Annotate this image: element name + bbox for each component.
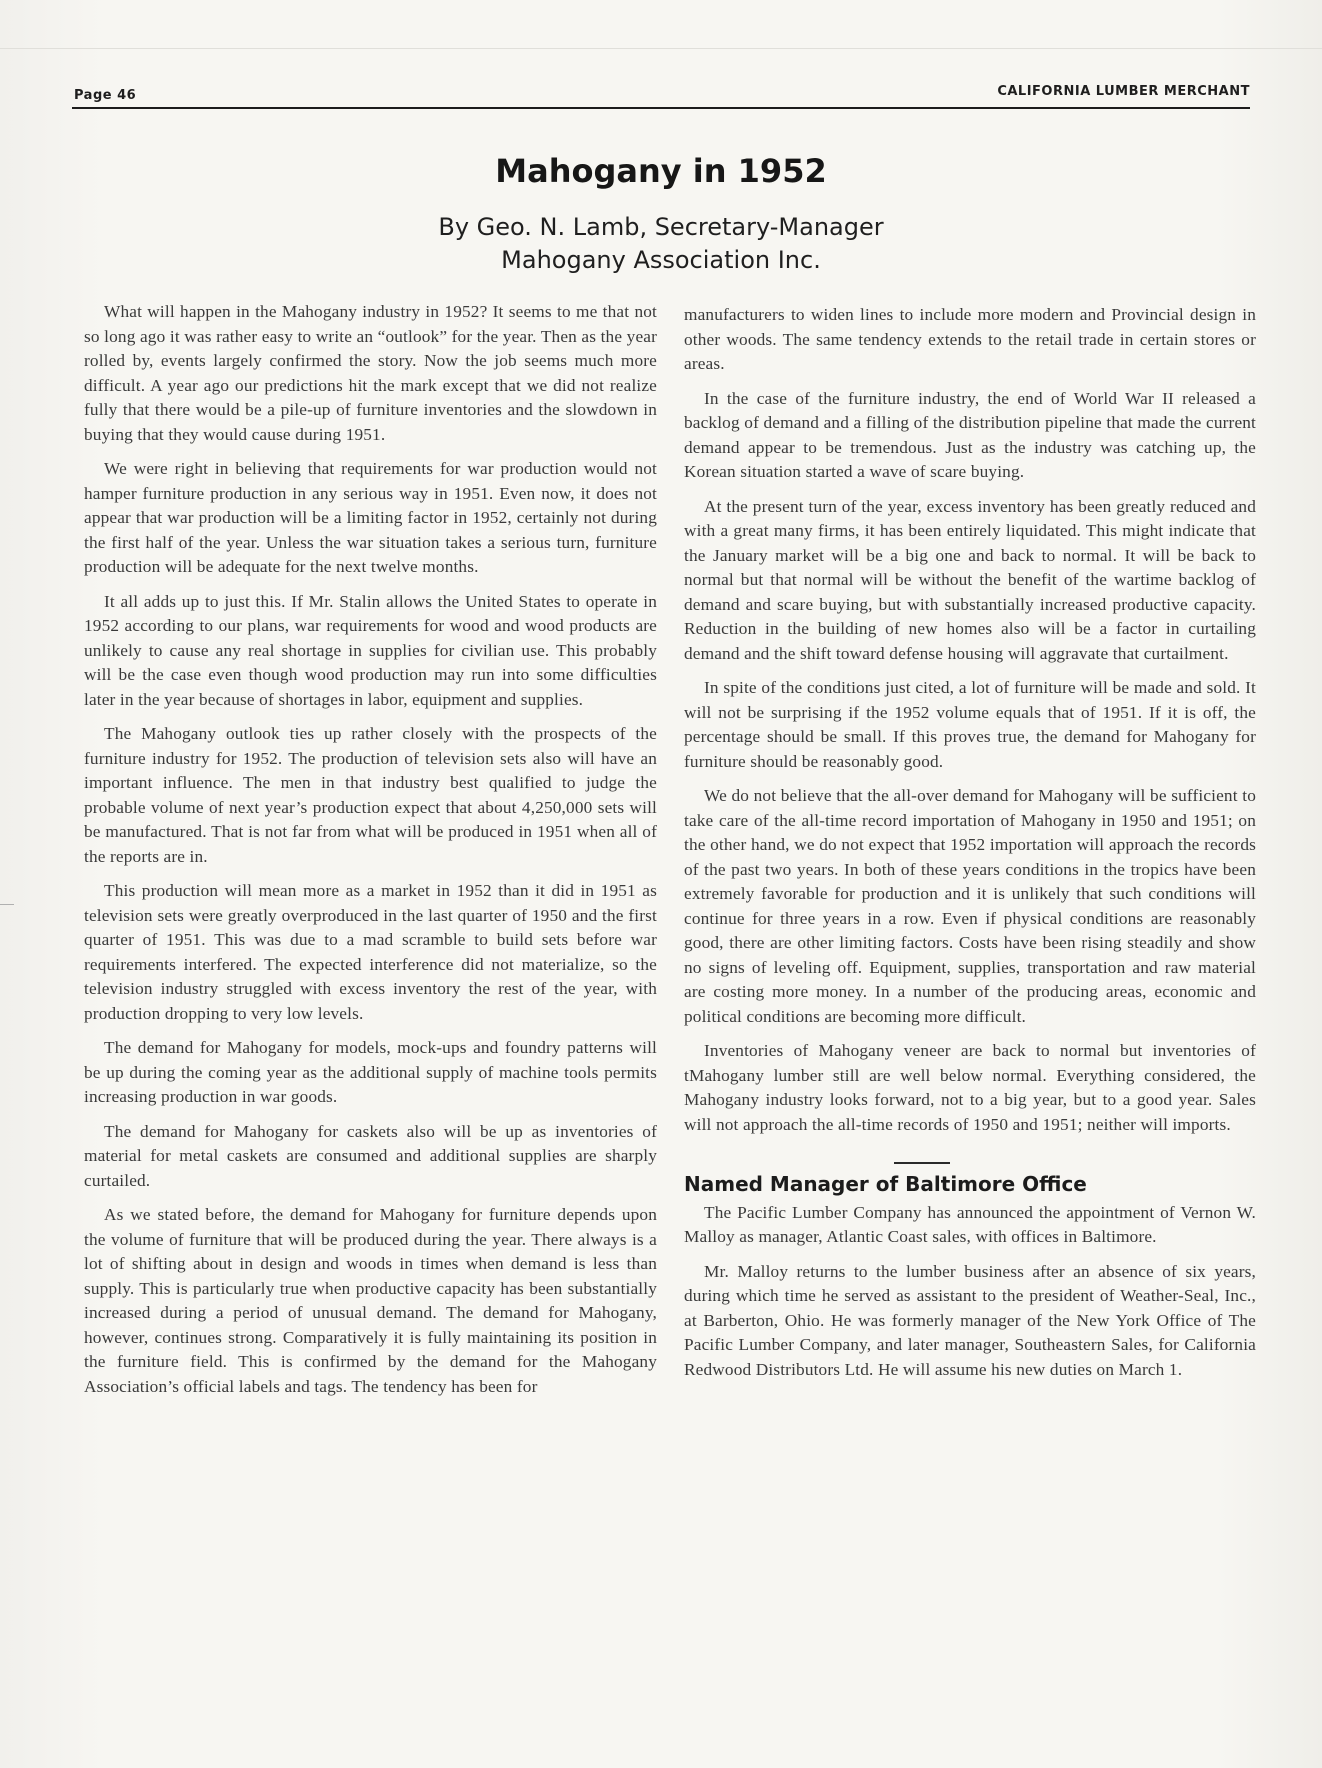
article-paragraph: At the present turn of the year, excess inventory has been greatly reduced and with a great many firms, it has been entirely liquidated. This might indicate that the January market will be a big one and back to normal. It will be back to normal but that normal will be without the benefit of the wartime backlog of demand and scare buying, but with substantially increased productive capacity. Reduction in the building of new homes also will be a factor in curtailing demand and the shift toward defense housing will aggravate that curtailment. xyxy=(684,496,1256,663)
article-paragraph: We were right in believing that requirements for war production would not hamper furniture production in any serious way in 1951. Even now, it does not appear that war production will be a limiting factor in 1952, certainly not during the first half of the year. Unless the war situation takes a serious turn, furniture production will be adequate for the next twelve months. xyxy=(84,459,657,576)
left-column xyxy=(84,300,657,1409)
right-column xyxy=(684,303,1256,1392)
page-number: Page 46 xyxy=(74,88,137,103)
article-paragraph: What will happen in the Mahogany industry in 1952? It seems to me that not so long ago it was rather easy to write an “outlook” for the year. Then as the year rolled by, events largely confirmed the story. Now the job seems much more difficult. A year ago our predictions hit the mark except that we did not realize fully that there would be a pile-up of furniture inventories and the slowdown in buying that they would cause during 1951. xyxy=(84,302,657,444)
article-paragraph: It all adds up to just this. If Mr. Stalin allows the United States to operate in 1952 according to our plans, war requirements for wood and wood products are unlikely to cause any real shortage in supplies for civilian use. This probably will be the case even though wood production may run into some difficulties later in the year because of shortages in labor, equipment and supplies. xyxy=(84,591,657,709)
scan-edge-line xyxy=(0,48,1322,49)
news-paragraph: The Pacific Lumber Company has announced the appointment of Vernon W. Malloy as manager, Atlantic Coast sales, with offices in Baltimore. xyxy=(684,1202,1256,1246)
article-paragraph: In spite of the conditions just cited, a lot of furniture will be made and sold. It will not be surprising if the 1952 volume equals that of 1951. If it is off, the percentage should be small. If this proves true, the demand for Mahogany for furniture should be reasonably good. xyxy=(684,678,1256,771)
article-paragraph: This production will mean more as a market in 1952 than it did in 1951 as television sets were greatly overproduced in the last quarter of 1950 and the first quarter of 1951. This was due to a mad scramble to build sets before war requirements interfered. The expected interference did not materialize, so the television industry struggled with excess inventory the rest of the year, with production dropping to very low levels. xyxy=(84,881,657,1023)
article-paragraph: As we stated before, the demand for Mahogany for furniture depends upon the volume of furniture that will be produced during the year. There always is a lot of shifting about in design and woods in times when demand is less than supply. This is particularly true when productive capacity has been substantially increased during a period of unusual demand. The demand for Mahogany, however, continues strong. Comparatively it is fully maintaining its position in the furniture field. This is confirmed by the demand for the Mahogany Association’s official labels and tags. The tendency has been for xyxy=(84,1205,657,1396)
article-paragraph: manufacturers to widen lines to include more modern and Provincial design in other woods. The same tendency extends to the retail trade in certain stores or areas. xyxy=(684,305,1256,373)
news-heading: Named Manager of Baltimore Office xyxy=(684,1172,1087,1196)
section-divider xyxy=(894,1162,950,1164)
byline-organization: Mahogany Association Inc. xyxy=(501,246,821,274)
margin-mark xyxy=(0,904,14,905)
article-byline xyxy=(0,211,1322,277)
news-paragraph: Mr. Malloy returns to the lumber business after an absence of six years, during which time he served as assistant to the president of Weather-Seal, Inc., at Barberton, Ohio. He was formerly manager of the New York Office of The Pacific Lumber Company, and later manager, Southeastern Sales, for California Redwood Distributors Ltd. He will assume his new duties on March 1. xyxy=(684,1261,1256,1379)
article-paragraph: The demand for Mahogany for models, mock-ups and foundry patterns will be up during the coming year as the additional supply of machine tools permits increasing production in war goods. xyxy=(84,1038,657,1106)
article-paragraph: The demand for Mahogany for caskets also will be up as inventories of material for metal caskets are consumed and additional supplies are sharply curtailed. xyxy=(84,1121,657,1190)
article-paragraph: The Mahogany outlook ties up rather closely with the prospects of the furniture industry for 1952. The production of television sets also will have an important influence. The men in that industry best qualified to judge the probable volume of next year’s production expect that about 4,250,000 sets will be manufactured. That is not far from what will be produced in 1951 when all of the reports are in. xyxy=(84,724,657,866)
header-rule xyxy=(72,107,1250,109)
article-title: Mahogany in 1952 xyxy=(495,152,827,190)
running-header xyxy=(74,84,1250,106)
article-paragraph: We do not believe that the all-over demand for Mahogany will be sufficient to take care of the all-time record importation of Mahogany in 1950 and 1951; on the other hand, we do not expect that 1952 importation will approach the records of the past two years. In both of these years conditions in the tropics have been extremely favorable for production and it is unlikely that such conditions will continue for three years in a row. Even if physical conditions are reasonably good, there are other limiting factors. Costs have been rising steadily and show no signs of leveling off. Equipment, supplies, transportation and raw material are costing more money. In a number of the producing areas, economic and political conditions are becoming more difficult. xyxy=(684,786,1256,1026)
publication-name: CALIFORNIA LUMBER MERCHANT xyxy=(997,84,1250,99)
byline-author: By Geo. N. Lamb, Secretary-Manager xyxy=(438,213,884,241)
article-paragraph: Inventories of Mahogany veneer are back to normal but inventories of tMahogany lumber still are well below normal. Everything considered, the Mahogany industry looks forward, not to a big year, but to a good year. Sales will not approach the all-time records of 1950 and 1951; neither will imports. xyxy=(684,1041,1256,1134)
article-paragraph: In the case of the furniture industry, the end of World War II released a backlog of demand and a filling of the distribution pipeline that made the current demand appear to be tremendous. Just as the industry was catching up, the Korean situation started a wave of scare buying. xyxy=(684,388,1256,481)
